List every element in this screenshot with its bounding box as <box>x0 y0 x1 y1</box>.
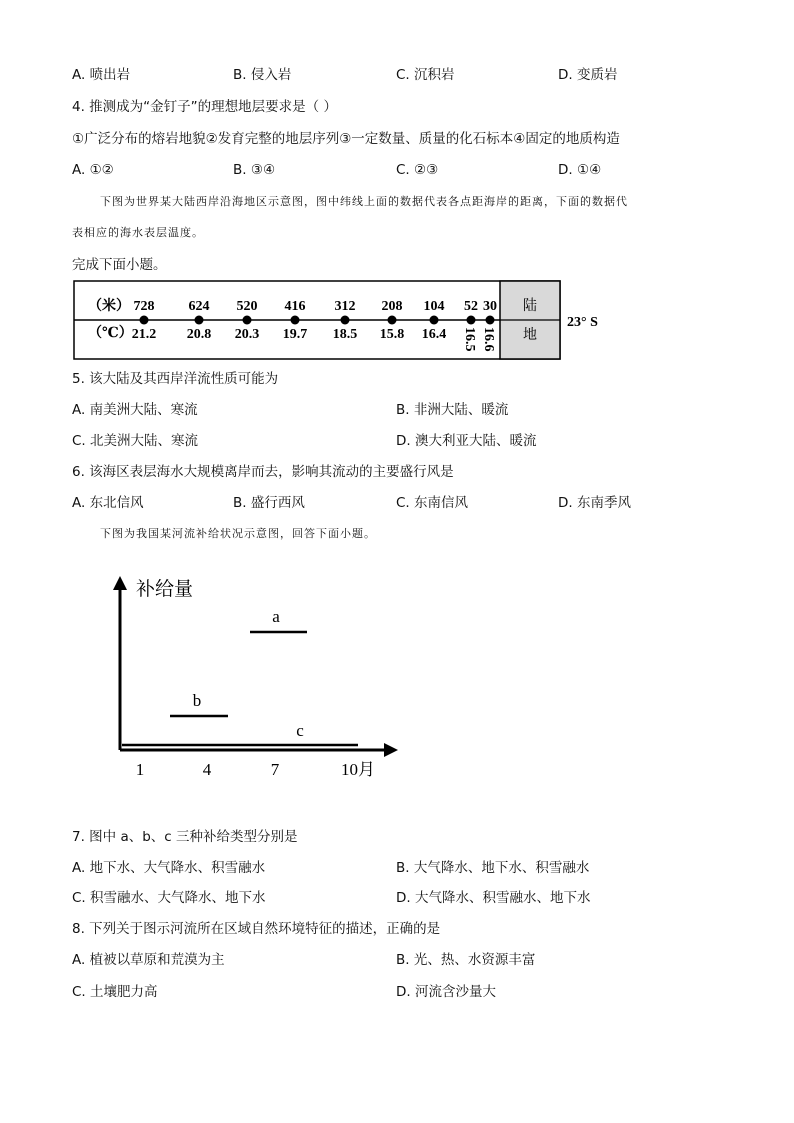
q8-option-b: B. 光、热、水资源丰富 <box>396 952 536 968</box>
label-a: a <box>272 607 280 626</box>
point-2 <box>243 316 252 325</box>
land-label-bottom: 地 <box>523 328 537 343</box>
point-4 <box>341 316 350 325</box>
q3-option-c: C. 沉积岩 <box>396 67 455 83</box>
latitude-label: 23° S <box>567 315 598 330</box>
land-label-top: 陆 <box>523 299 537 314</box>
q6-option-b: B. 盛行西风 <box>233 495 305 511</box>
point-6 <box>430 316 439 325</box>
temperature-label-7: 16.5 <box>462 327 477 352</box>
q7-option-a: A. 地下水、大气降水、积雪融水 <box>72 860 266 876</box>
label-b: b <box>192 691 202 710</box>
q8-option-d: D. 河流含沙量大 <box>396 984 496 1000</box>
distance-label-7: 52 <box>464 299 478 314</box>
q3-option-a: A. 喷出岩 <box>72 67 131 83</box>
intro2: 下图为我国某河流补给状况示意图，回答下面小题。 <box>100 527 376 540</box>
temperature-label-6: 16.4 <box>421 327 447 342</box>
q4-option-b: B. ③④ <box>233 162 276 178</box>
temperature-label-8: 16.6 <box>481 327 496 352</box>
q8-option-c: C. 土壤肥力高 <box>72 984 158 1000</box>
q6-option-d: D. 东南季风 <box>558 495 631 511</box>
x-tick-1: 1 <box>135 760 145 779</box>
x-axis-arrow-icon <box>384 743 398 757</box>
q5-stem: 5. 该大陆及其西岸洋流性质可能为 <box>72 371 279 387</box>
q7-option-b: B. 大气降水、地下水、积雪融水 <box>396 860 590 876</box>
distance-label-0: 728 <box>133 299 155 314</box>
q6-option-c: C. 东南信风 <box>396 495 469 511</box>
q8-option-a: A. 植被以草原和荒漠为主 <box>72 952 225 968</box>
distance-unit: （米） <box>88 299 130 314</box>
q5-option-b: B. 非洲大陆、暖流 <box>396 402 509 418</box>
figure-1-coastal-diagram <box>60 278 620 368</box>
distance-label-1: 624 <box>188 299 210 314</box>
q5-option-a: A. 南美洲大陆、寒流 <box>72 402 198 418</box>
q7-stem: 7. 图中 a、b、c 三种补给类型分别是 <box>72 829 298 845</box>
distance-label-6: 104 <box>423 299 445 314</box>
label-c: c <box>296 721 304 740</box>
temperature-label-0: 21.2 <box>131 327 157 342</box>
temperature-label-1: 20.8 <box>186 327 212 342</box>
q4-option-d: D. ①④ <box>558 162 602 178</box>
temperature-label-5: 15.8 <box>379 327 405 342</box>
intro1-line1: 下图为世界某大陆西岸沿海地区示意图，图中纬线上面的数据代表各点距海岸的距离，下面的数据代 <box>100 195 628 208</box>
temperature-label-3: 19.7 <box>282 327 308 342</box>
complete-prompt: 完成下面小题。 <box>72 257 167 273</box>
y-axis-arrow-icon <box>113 576 127 590</box>
distance-label-5: 208 <box>381 299 403 314</box>
point-8 <box>486 316 495 325</box>
distance-label-3: 416 <box>284 299 306 314</box>
q6-option-a: A. 东北信风 <box>72 495 144 511</box>
x-tick-10: 10月 <box>341 760 375 779</box>
q7-option-d: D. 大气降水、积雪融水、地下水 <box>396 890 591 906</box>
point-3 <box>291 316 300 325</box>
q4-stem: 4. 推测成为“金钉子”的理想地层要求是（ ） <box>72 99 337 115</box>
x-tick-4: 4 <box>202 760 212 779</box>
q5-option-c: C. 北美洲大陆、寒流 <box>72 433 199 449</box>
temperature-label-4: 18.5 <box>332 327 358 342</box>
point-0 <box>140 316 149 325</box>
temperature-unit: （℃） <box>88 326 133 341</box>
q3-option-d: D. 变质岩 <box>558 67 618 83</box>
figure-2-river-recharge <box>100 570 410 790</box>
q4-items: ①广泛分布的熔岩地貌②发育完整的地层序列③一定数量、质量的化石标本④固定的地质构造 <box>72 131 620 147</box>
point-5 <box>388 316 397 325</box>
distance-label-4: 312 <box>334 299 356 314</box>
q3-option-b: B. 侵入岩 <box>233 67 292 83</box>
q4-option-a: A. ①② <box>72 162 114 178</box>
point-1 <box>195 316 204 325</box>
q8-stem: 8. 下列关于图示河流所在区域自然环境特征的描述，正确的是 <box>72 921 441 937</box>
q4-option-c: C. ②③ <box>396 162 439 178</box>
intro1-line2: 表相应的海水表层温度。 <box>72 226 204 239</box>
x-tick-7: 7 <box>270 760 280 779</box>
distance-label-2: 520 <box>236 299 258 314</box>
q7-option-c: C. 积雪融水、大气降水、地下水 <box>72 890 266 906</box>
q5-option-d: D. 澳大利亚大陆、暖流 <box>396 433 537 449</box>
point-7 <box>467 316 476 325</box>
temperature-label-2: 20.3 <box>234 327 260 342</box>
distance-label-8: 30 <box>483 299 497 314</box>
q6-stem: 6. 该海区表层海水大规模离岸而去，影响其流动的主要盛行风是 <box>72 464 454 480</box>
y-axis-label: 补给量 <box>136 578 194 600</box>
